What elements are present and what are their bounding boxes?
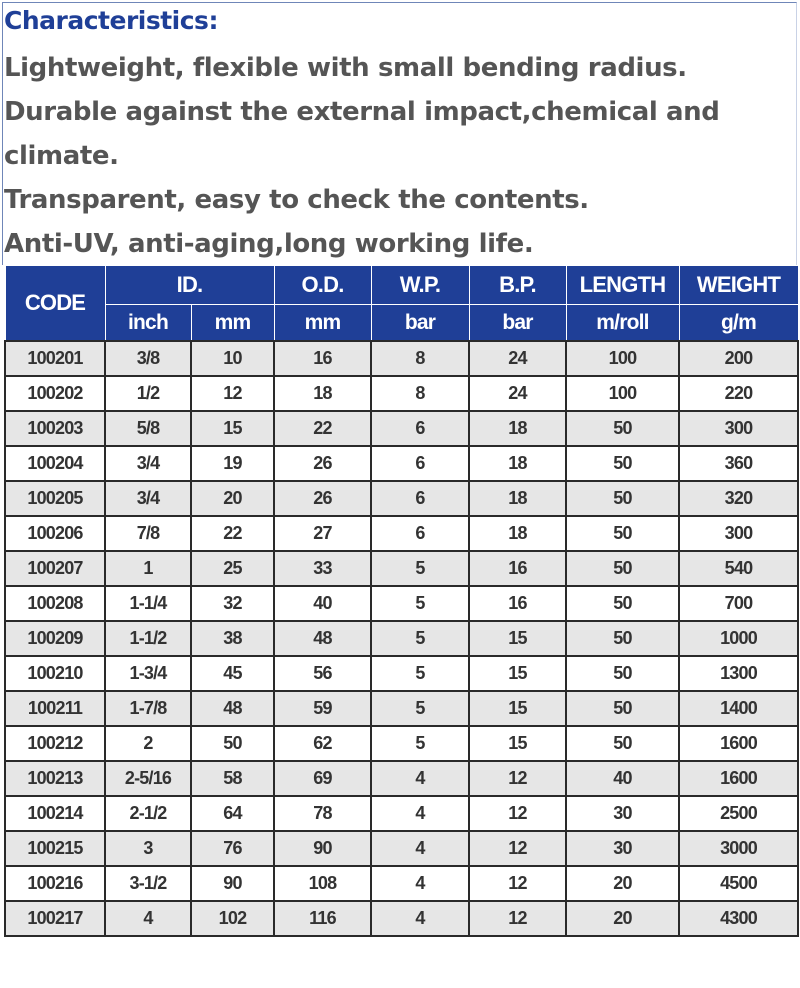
cell-length: 50 [566, 411, 679, 446]
table-row [5, 796, 798, 831]
cell-length: 20 [566, 866, 679, 901]
cell-code: 100201 [5, 341, 105, 376]
cell-weight: 1600 [679, 726, 798, 761]
cell-weight: 1300 [679, 656, 798, 691]
cell-code: 100205 [5, 481, 105, 516]
cell-wp: 6 [371, 481, 469, 516]
cell-id-mm: 25 [191, 551, 274, 586]
cell-id-inch: 5/8 [105, 411, 191, 446]
cell-id-inch: 3/4 [105, 446, 191, 481]
cell-wp: 5 [371, 691, 469, 726]
cell-id-inch: 7/8 [105, 516, 191, 551]
table-row [5, 586, 798, 621]
cell-weight: 200 [679, 341, 798, 376]
cell-bp: 12 [469, 901, 566, 936]
cell-length: 40 [566, 761, 679, 796]
cell-length: 30 [566, 796, 679, 831]
unit-length: m/roll [566, 305, 679, 342]
cell-length: 50 [566, 446, 679, 481]
unit-id-mm: mm [191, 305, 274, 342]
cell-od: 56 [274, 656, 371, 691]
cell-length: 50 [566, 516, 679, 551]
cell-wp: 5 [371, 551, 469, 586]
cell-length: 50 [566, 726, 679, 761]
cell-id-mm: 15 [191, 411, 274, 446]
table-row [5, 726, 798, 761]
cell-code: 100203 [5, 411, 105, 446]
header-od: O.D. [274, 266, 371, 305]
cell-id-mm: 76 [191, 831, 274, 866]
cell-code: 100211 [5, 691, 105, 726]
cell-id-inch: 1-1/2 [105, 621, 191, 656]
unit-wp: bar [371, 305, 469, 342]
cell-id-inch: 3-1/2 [105, 866, 191, 901]
cell-length: 50 [566, 621, 679, 656]
cell-wp: 4 [371, 901, 469, 936]
table-row [5, 691, 798, 726]
header-wp: W.P. [371, 266, 469, 305]
table-body [5, 341, 798, 936]
cell-id-inch: 1-1/4 [105, 586, 191, 621]
cell-id-inch: 3/8 [105, 341, 191, 376]
cell-weight: 540 [679, 551, 798, 586]
cell-od: 18 [274, 376, 371, 411]
cell-wp: 4 [371, 796, 469, 831]
cell-id-mm: 102 [191, 901, 274, 936]
cell-weight: 300 [679, 516, 798, 551]
cell-id-inch: 1-3/4 [105, 656, 191, 691]
cell-length: 100 [566, 376, 679, 411]
characteristic-line: Lightweight, flexible with small bending radius. [4, 53, 687, 83]
cell-weight: 1000 [679, 621, 798, 656]
cell-weight: 2500 [679, 796, 798, 831]
table-row [5, 481, 798, 516]
cell-od: 16 [274, 341, 371, 376]
cell-id-mm: 58 [191, 761, 274, 796]
cell-id-mm: 32 [191, 586, 274, 621]
cell-bp: 12 [469, 866, 566, 901]
cell-weight: 1400 [679, 691, 798, 726]
characteristic-line: Anti-UV, anti-aging,long working life. [4, 229, 534, 259]
cell-code: 100208 [5, 586, 105, 621]
table-row [5, 551, 798, 586]
cell-id-mm: 64 [191, 796, 274, 831]
cell-weight: 320 [679, 481, 798, 516]
cell-od: 22 [274, 411, 371, 446]
cell-id-mm: 20 [191, 481, 274, 516]
cell-code: 100206 [5, 516, 105, 551]
cell-code: 100202 [5, 376, 105, 411]
cell-od: 62 [274, 726, 371, 761]
cell-code: 100215 [5, 831, 105, 866]
cell-id-inch: 1 [105, 551, 191, 586]
header-weight: WEIGHT [679, 266, 798, 305]
table-row [5, 411, 798, 446]
cell-wp: 6 [371, 446, 469, 481]
cell-id-mm: 22 [191, 516, 274, 551]
cell-length: 50 [566, 656, 679, 691]
cell-od: 48 [274, 621, 371, 656]
characteristics-heading: Characteristics: [4, 6, 218, 35]
cell-code: 100212 [5, 726, 105, 761]
table-row [5, 761, 798, 796]
cell-wp: 4 [371, 831, 469, 866]
cell-weight: 1600 [679, 761, 798, 796]
cell-bp: 18 [469, 516, 566, 551]
characteristics-list [4, 46, 794, 266]
table-row [5, 516, 798, 551]
cell-id-mm: 38 [191, 621, 274, 656]
cell-weight: 4500 [679, 866, 798, 901]
cell-code: 100204 [5, 446, 105, 481]
cell-od: 33 [274, 551, 371, 586]
cell-weight: 300 [679, 411, 798, 446]
cell-bp: 24 [469, 341, 566, 376]
table-row [5, 376, 798, 411]
cell-length: 50 [566, 551, 679, 586]
cell-weight: 220 [679, 376, 798, 411]
unit-weight: g/m [679, 305, 798, 342]
cell-bp: 16 [469, 551, 566, 586]
cell-od: 108 [274, 866, 371, 901]
cell-wp: 4 [371, 761, 469, 796]
cell-od: 26 [274, 446, 371, 481]
cell-bp: 12 [469, 796, 566, 831]
cell-id-mm: 19 [191, 446, 274, 481]
cell-code: 100209 [5, 621, 105, 656]
cell-bp: 12 [469, 761, 566, 796]
cell-id-inch: 3 [105, 831, 191, 866]
cell-bp: 15 [469, 656, 566, 691]
cell-id-inch: 2 [105, 726, 191, 761]
cell-bp: 15 [469, 691, 566, 726]
cell-code: 100213 [5, 761, 105, 796]
cell-length: 50 [566, 481, 679, 516]
spec-table [4, 265, 799, 937]
cell-code: 100214 [5, 796, 105, 831]
table-row [5, 341, 798, 376]
cell-bp: 18 [469, 411, 566, 446]
cell-wp: 5 [371, 726, 469, 761]
cell-code: 100217 [5, 901, 105, 936]
cell-weight: 3000 [679, 831, 798, 866]
cell-od: 78 [274, 796, 371, 831]
cell-wp: 6 [371, 411, 469, 446]
cell-code: 100207 [5, 551, 105, 586]
cell-id-mm: 48 [191, 691, 274, 726]
cell-id-inch: 1-7/8 [105, 691, 191, 726]
characteristic-line: Durable against the external impact,chemical and [4, 97, 720, 127]
cell-bp: 12 [469, 831, 566, 866]
cell-wp: 6 [371, 516, 469, 551]
cell-id-mm: 45 [191, 656, 274, 691]
cell-od: 90 [274, 831, 371, 866]
cell-length: 100 [566, 341, 679, 376]
cell-od: 40 [274, 586, 371, 621]
cell-bp: 15 [469, 726, 566, 761]
header-code: CODE [5, 266, 105, 342]
table-row [5, 901, 798, 936]
cell-id-mm: 90 [191, 866, 274, 901]
cell-od: 59 [274, 691, 371, 726]
cell-od: 116 [274, 901, 371, 936]
table-row [5, 831, 798, 866]
unit-bp: bar [469, 305, 566, 342]
cell-bp: 18 [469, 481, 566, 516]
cell-wp: 5 [371, 586, 469, 621]
table-row [5, 656, 798, 691]
cell-id-mm: 10 [191, 341, 274, 376]
cell-weight: 700 [679, 586, 798, 621]
characteristic-line: climate. [4, 141, 119, 171]
cell-od: 27 [274, 516, 371, 551]
cell-weight: 360 [679, 446, 798, 481]
cell-id-mm: 12 [191, 376, 274, 411]
cell-wp: 5 [371, 656, 469, 691]
cell-id-inch: 2-1/2 [105, 796, 191, 831]
cell-od: 69 [274, 761, 371, 796]
unit-id-inch: inch [105, 305, 191, 342]
header-id: ID. [105, 266, 274, 305]
cell-id-inch: 2-5/16 [105, 761, 191, 796]
table-row [5, 446, 798, 481]
table-row [5, 621, 798, 656]
header-bp: B.P. [469, 266, 566, 305]
header-length: LENGTH [566, 266, 679, 305]
cell-length: 20 [566, 901, 679, 936]
cell-od: 26 [274, 481, 371, 516]
unit-od: mm [274, 305, 371, 342]
cell-bp: 16 [469, 586, 566, 621]
cell-id-inch: 4 [105, 901, 191, 936]
table-row [5, 866, 798, 901]
cell-bp: 24 [469, 376, 566, 411]
cell-id-inch: 3/4 [105, 481, 191, 516]
cell-code: 100210 [5, 656, 105, 691]
cell-wp: 8 [371, 376, 469, 411]
cell-wp: 5 [371, 621, 469, 656]
cell-id-mm: 50 [191, 726, 274, 761]
cell-length: 30 [566, 831, 679, 866]
cell-code: 100216 [5, 866, 105, 901]
characteristic-line: Transparent, easy to check the contents. [4, 185, 589, 215]
cell-length: 50 [566, 691, 679, 726]
cell-weight: 4300 [679, 901, 798, 936]
cell-wp: 4 [371, 866, 469, 901]
cell-length: 50 [566, 586, 679, 621]
cell-bp: 18 [469, 446, 566, 481]
cell-id-inch: 1/2 [105, 376, 191, 411]
cell-bp: 15 [469, 621, 566, 656]
cell-wp: 8 [371, 341, 469, 376]
